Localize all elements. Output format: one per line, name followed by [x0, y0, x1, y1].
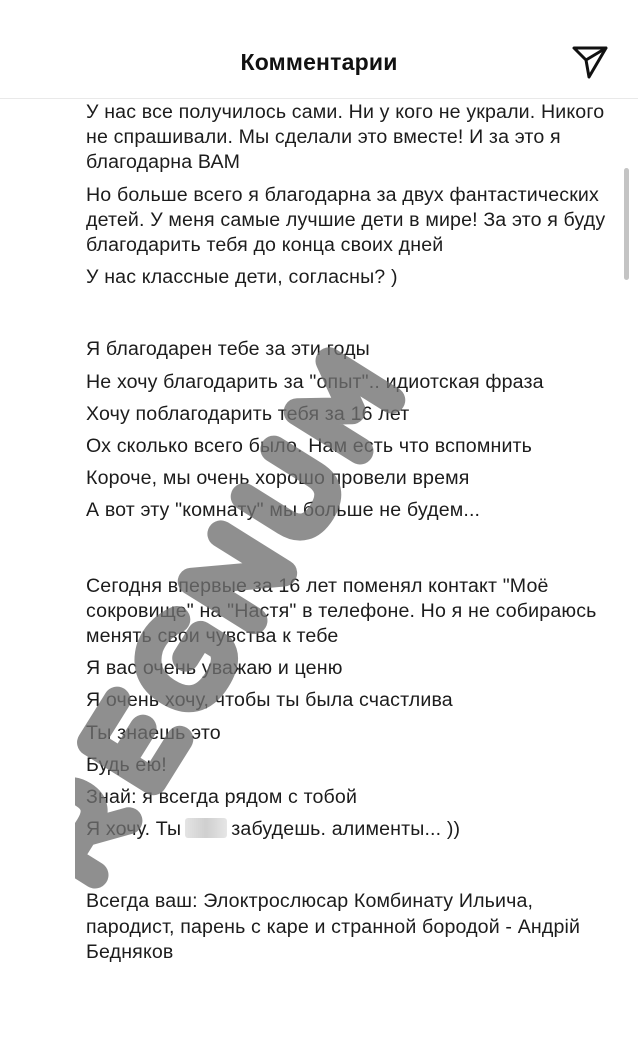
comment-line: А вот эту "комнату" мы больше не будем...: [86, 499, 481, 522]
comment-line: У нас классные дети, согласны? ): [86, 266, 398, 289]
paragraph-gap: [86, 297, 616, 337]
comment-line: Я вас очень уважаю и ценю: [86, 657, 343, 680]
comment-line-end: забудешь. алименты... )): [231, 818, 461, 841]
scrollbar[interactable]: [624, 168, 629, 280]
comment-line: Ох сколько всего было. Нам есть что вспомнить: [86, 435, 533, 458]
comment-line-start: Я хочу. Ты: [86, 818, 182, 841]
paper-plane-icon[interactable]: [571, 44, 609, 80]
comment-body: [86, 100, 616, 972]
paragraph-gap: [86, 531, 616, 574]
comments-header: [0, 0, 638, 99]
paragraph-gap: [86, 849, 616, 889]
comment-signature: Всегда ваш: Элоктрослюсар Комбинату Ильича, пародист, парень с каре и странной бородой - Андрій Бедняков: [86, 890, 581, 963]
comment-line: Я очень хочу, чтобы ты была счастлива: [86, 689, 453, 712]
comment-line: [86, 817, 616, 842]
comment-line: Короче, мы очень хорошо провели время: [86, 467, 470, 490]
comment-line: Сегодня впервые за 16 лет поменял контакт "Моё сокровище" на "Настя" в телефоне. Но я не собираюсь менять свои чувства к тебе: [86, 574, 597, 648]
comment-line: Ты знаешь это: [86, 721, 221, 744]
comment-line: Не хочу благодарить за "опыт".. идиотская фраза: [86, 370, 544, 393]
blurred-word: [185, 818, 227, 838]
comment-line: Знай: я всегда рядом с тобой: [86, 786, 358, 809]
comment-line: Хочу поблагодарить тебя за 16 лет: [86, 402, 410, 425]
comment-line: Я благодарен тебе за эти годы: [86, 338, 370, 361]
comment-line: У нас все получилось сами. Ни у кого не украли. Никого не спрашивали. Мы сделали это вместе! И за это я благодарна ВАМ: [86, 101, 605, 174]
comment-line: Будь ею!: [86, 753, 167, 776]
page-title: Комментарии: [240, 49, 398, 75]
comment-line: Но больше всего я благодарна за двух фантастических детей. У меня самые лучшие дети в мире! За это я буду благодарить тебя до конца своих дней: [86, 183, 606, 257]
